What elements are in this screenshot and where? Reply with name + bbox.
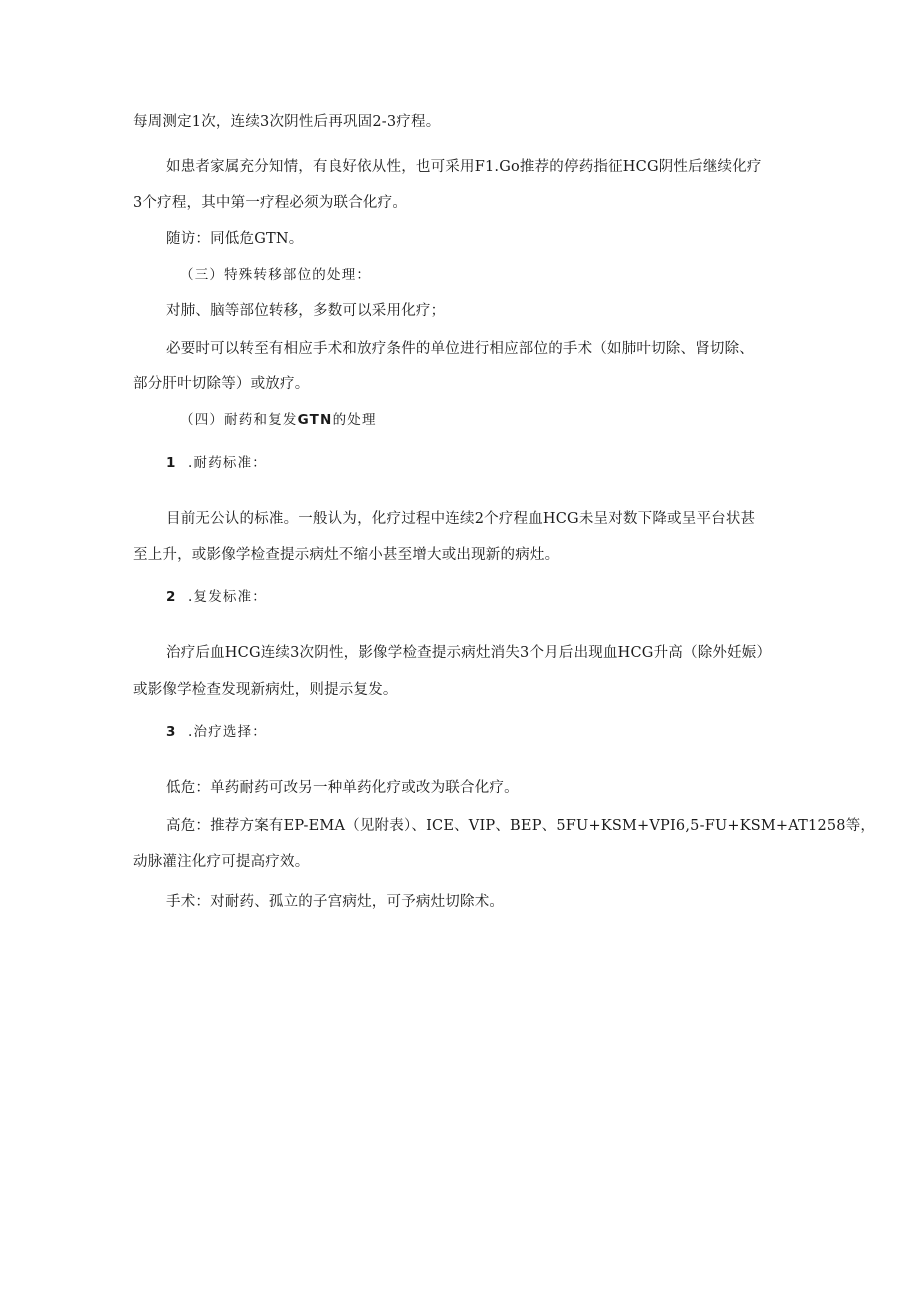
section-heading-resistance-recurrence (180, 410, 377, 430)
paragraph-surgery-referral-line2: 部分肝叶切除等）或放疗。 (133, 376, 310, 392)
paragraph-family-consent-line2: 3个疗程，其中第一疗程必须为联合化疗。 (133, 195, 408, 211)
paragraph-surgery-referral-line1: 必要时可以转至有相应手术和放疗条件的单位进行相应部位的手术（如肺叶切除、肾切除、 (166, 341, 754, 357)
item-title: .治疗选择： (188, 724, 267, 740)
paragraph-followup: 随访：同低危GTN。 (166, 231, 304, 247)
paragraph-surgery: 手术：对耐药、孤立的子宫病灶，可予病灶切除术。 (166, 894, 505, 910)
paragraph-resistance-criteria-line2: 至上升，或影像学检查提示病灶不缩小甚至增大或出现新的病灶。 (133, 547, 560, 563)
item-heading-recurrence-criteria (166, 587, 267, 607)
item-heading-treatment-options (166, 722, 267, 742)
item-number: 2 (166, 589, 177, 605)
paragraph-recurrence-criteria-line1: 治疗后血HCG连续3次阴性，影像学检查提示病灶消失3个月后出现血HCG升高（除外妊娠） (166, 645, 772, 661)
section-heading-part: （四）耐药和复发 (180, 412, 298, 428)
item-heading-resistance-criteria (166, 453, 267, 473)
item-title: .耐药标准： (188, 455, 267, 471)
paragraph-recurrence-criteria-line2: 或影像学检查发现新病灶，则提示复发。 (133, 682, 398, 698)
paragraph-lung-brain-metastasis: 对肺、脑等部位转移，多数可以采用化疗； (166, 303, 446, 319)
paragraph-resistance-criteria-line1: 目前无公认的标准。一般认为，化疗过程中连续2个疗程血HCG未呈对数下降或呈平台状甚 (166, 511, 756, 527)
section-heading-special-metastasis: （三）特殊转移部位的处理： (180, 267, 372, 283)
item-number: 1 (166, 455, 177, 471)
section-heading-part: 的处理 (332, 412, 377, 428)
paragraph-high-risk-line1: 高危：推荐方案有EP-EMA（见附表）、ICE、VIP、BEP、5FU+KSM+VPI6,5-FU+KSM+AT1258等， (166, 818, 876, 834)
item-number: 3 (166, 724, 177, 740)
paragraph-family-consent-line1: 如患者家属充分知情，有良好依从性，也可采用F1.Go推荐的停药指征HCG阴性后继续化疗 (166, 159, 762, 175)
paragraph-low-risk: 低危：单药耐药可改另一种单药化疗或改为联合化疗。 (166, 780, 519, 796)
paragraph-weekly-test: 每周测定1次，连续3次阴性后再巩固2-3疗程。 (133, 114, 441, 130)
section-heading-gtn: GTN (297, 412, 333, 428)
paragraph-high-risk-line2: 动脉灌注化疗可提高疗效。 (133, 854, 310, 870)
item-title: .复发标准： (188, 589, 267, 605)
